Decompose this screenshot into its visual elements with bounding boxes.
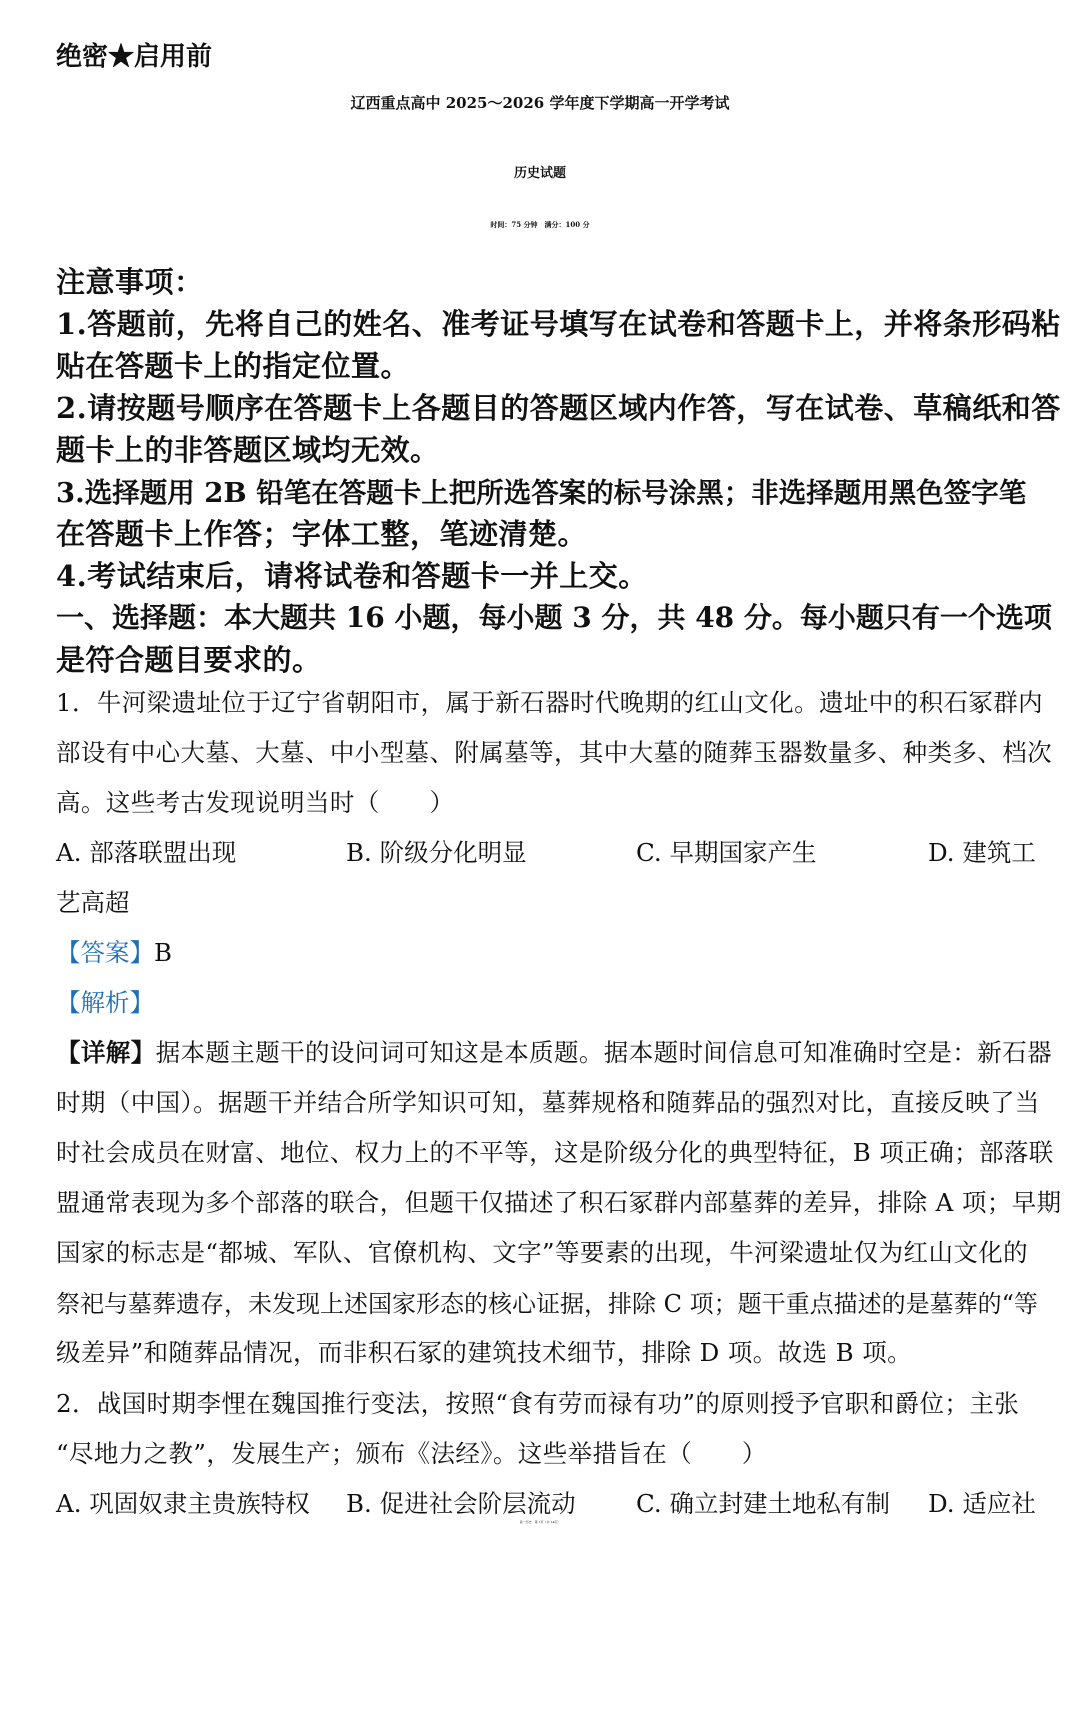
q1-option-d: D. 建筑工 <box>928 838 1036 867</box>
q1-detail-line <box>56 1034 1052 1069</box>
q1-answer <box>56 934 172 969</box>
q1-detail-line: 盟通常表现为多个部落的联合，但题干仅描述了积石冢群内部墓葬的差异，排除 A 项；早期 <box>56 1188 1062 1217</box>
q1-option-d-wrap: 艺高超 <box>56 888 130 917</box>
q2-option-b: B. 促进社会阶层流动 <box>346 1489 576 1518</box>
q2-option-d: D. 适应社 <box>928 1489 1036 1518</box>
notes-line: 3.选择题用 2B 铅笔在答题卡上把所选答案的标号涂黑；非选择题用黑色签字笔 <box>56 477 1027 509</box>
notes-line: 4.考试结束后，请将试卷和答题卡一并上交。 <box>56 559 648 593</box>
q1-detail-line: 级差异”和随葬品情况，而非积石冢的建筑技术细节，排除 D 项。故选 B 项。 <box>56 1338 913 1367</box>
section-heading: 一、选择题：本大题共 16 小题，每小题 3 分，共 48 分。每小题只有一个选项 <box>56 601 1052 634</box>
notes-line: 在答题卡上作答；字体工整，笔迹清楚。 <box>56 517 588 551</box>
q1-option-a: A. 部落联盟出现 <box>56 838 237 867</box>
notes-line: 题卡上的非答题区域均无效。 <box>56 433 440 467</box>
answer-tag: 【答案】 <box>56 938 154 967</box>
q2-stem-line: “尽地力之教”，发展生产；颁布《法经》。这些举措旨在（ ） <box>56 1439 767 1468</box>
q1-option-c: C. 早期国家产生 <box>636 838 817 867</box>
q1-detail-line: 祭祀与墓葬遗存，未发现上述国家形态的核心证据，排除 C 项；题干重点描述的是墓葬的“等 <box>56 1290 1038 1318</box>
section-heading: 是符合题目要求的。 <box>56 643 322 677</box>
time-score: 时间：75 分钟 满分：100 分 <box>490 220 590 229</box>
analysis-tag: 【解析】 <box>56 988 154 1017</box>
q1-stem-line: 高。这些考古发现说明当时（ ） <box>56 788 455 817</box>
exam-title: 辽西重点高中 2025～2026 学年度下学期高一开学考试 <box>350 94 730 112</box>
page-footer: 高一历史 第 1页（共 14页） <box>519 1520 561 1524</box>
q2-stem-line: 2．战国时期李悝在魏国推行变法，按照“食有劳而禄有功”的原则授予官职和爵位；主张 <box>56 1389 1020 1418</box>
q1-detail-line: 国家的标志是“都城、军队、官僚机构、文字”等要素的出现，牛河梁遗址仅为红山文化的 <box>56 1238 1029 1267</box>
notes-line: 1.答题前，先将自己的姓名、准考证号填写在试卷和答题卡上，并将条形码粘 <box>56 307 1061 341</box>
q1-stem-line: 部设有中心大墓、大墓、中小型墓、附属墓等，其中大墓的随葬玉器数量多、种类多、档次 <box>56 738 1052 767</box>
detail-text: 据本题主题干的设问词可知这是本质题。据本题时间信息可知准确时空是：新石器 <box>155 1038 1053 1067</box>
answer-value: B <box>154 938 173 967</box>
q1-stem-line: 1．牛河梁遗址位于辽宁省朝阳市，属于新石器时代晚期的红山文化。遗址中的积石冢群内 <box>56 688 1044 717</box>
q1-detail-line: 时期（中国）。据题干并结合所学知识可知，墓葬规格和随葬品的强烈对比，直接反映了当 <box>56 1088 1040 1117</box>
confidential-mark: 绝密★启用前 <box>56 42 213 72</box>
detail-tag: 【详解】 <box>56 1038 156 1067</box>
q1-detail-line: 时社会成员在财富、地位、权力上的不平等，这是阶级分化的典型特征，B 项正确；部落联 <box>56 1138 1054 1167</box>
notes-line: 贴在答题卡上的指定位置。 <box>56 349 411 383</box>
q2-option-c: C. 确立封建土地私有制 <box>636 1489 890 1518</box>
notes-line: 2.请按题号顺序在答题卡上各题目的答题区域内作答，写在试卷、草稿纸和答 <box>56 391 1061 425</box>
q1-option-b: B. 阶级分化明显 <box>346 838 527 867</box>
q2-option-a: A. 巩固奴隶主贵族特权 <box>56 1489 310 1518</box>
subject-title: 历史试题 <box>513 166 566 181</box>
notes-heading: 注意事项： <box>56 265 204 299</box>
